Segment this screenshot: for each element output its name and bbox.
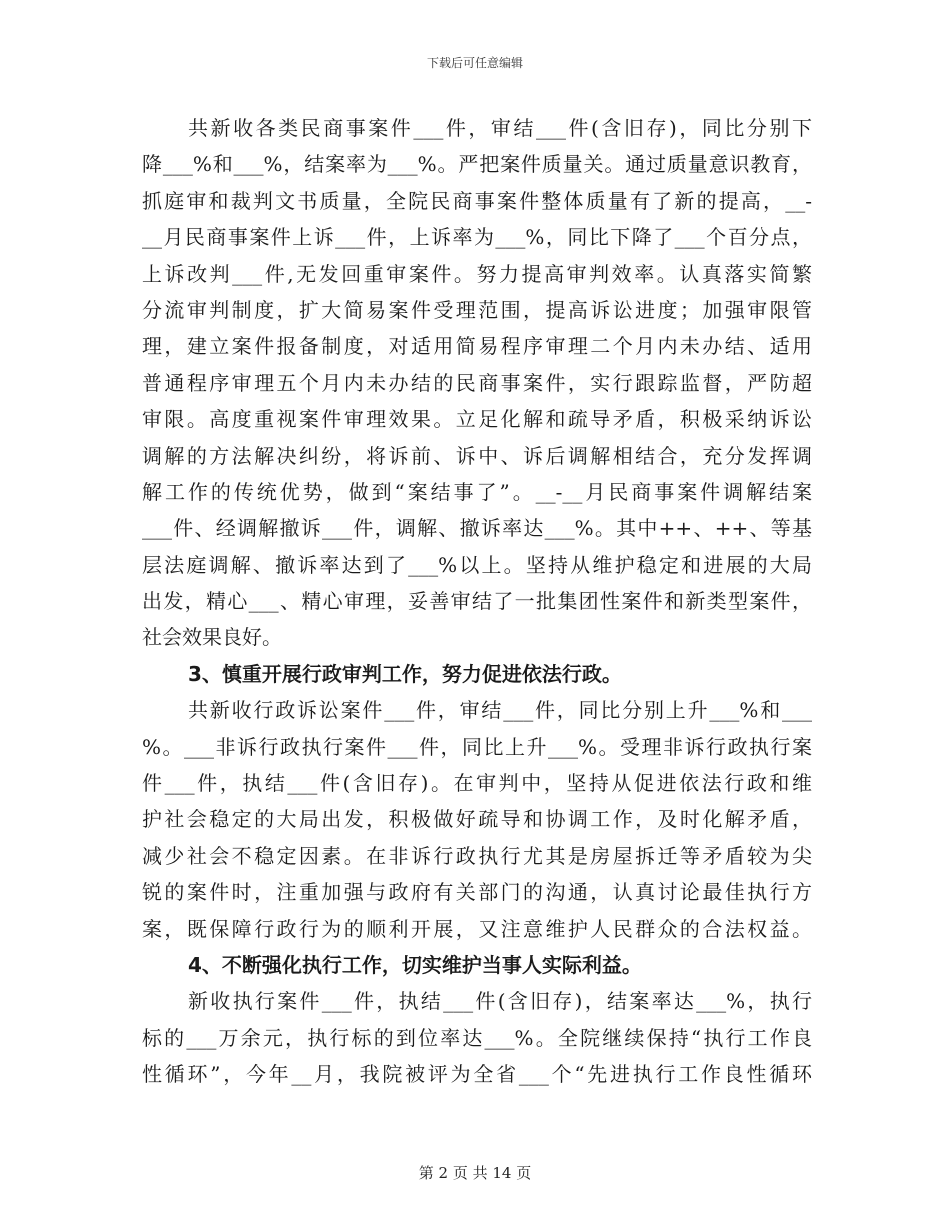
paragraph-line: 性循环”，今年__月，我院被评为全省___个“先进执行工作良性循环 — [142, 1062, 812, 1087]
paragraph-line: 出发，精心___、精心审理，妥善审结了一批集团性案件和新类型案件， — [142, 589, 812, 614]
section-heading: 3、慎重开展行政审判工作，努力促进依法行政。 — [188, 661, 622, 686]
page-header: 下载后可任意编辑 — [426, 56, 523, 70]
paragraph-line: 调解的方法解决纠纷，将诉前、诉中、诉后调解相结合，充分发挥调 — [142, 443, 812, 468]
paragraph-line: 护社会稳定的大局出发，积极做好疏导和协调工作，及时化解矛盾， — [142, 807, 812, 832]
paragraph-line: 层法庭调解、撤诉率达到了___%以上。坚持从维护稳定和进展的大局 — [142, 552, 812, 577]
paragraph-line: 社会效果良好。 — [142, 625, 282, 650]
paragraph-line: ___件、经调解撤诉___件，调解、撤诉率达___%。其中++、++、等基 — [142, 516, 812, 541]
paragraph-line: 分流审判制度，扩大简易案件受理范围，提高诉讼进度；加强审限管 — [142, 297, 812, 322]
paragraph-line: 上诉改判___件,无发回重审案件。努力提高审判效率。认真落实简繁 — [142, 261, 812, 286]
paragraph-line: 降___%和___%，结案率为___%。严把案件质量关。通过质量意识教育， — [142, 152, 812, 177]
paragraph-line: 件___件，执结___件(含旧存)。在审判中，坚持从促进依法行政和维 — [142, 771, 812, 796]
paragraph-line: 普通程序审理五个月内未办结的民商事案件，实行跟踪监督，严防超 — [142, 370, 812, 395]
paragraph-line: 标的___万余元，执行标的到位率达___%。全院继续保持“执行工作良 — [142, 1025, 812, 1050]
paragraph-line: 新收执行案件___件，执结___件(含旧存)，结案率达___%，执行 — [188, 989, 812, 1014]
paragraph-line: 审限。高度重视案件审理效果。立足化解和疏导矛盾，积极采纳诉讼 — [142, 407, 812, 432]
paragraph-line: 理，建立案件报备制度，对适用简易程序审理二个月内未办结、适用 — [142, 334, 812, 359]
paragraph-line: 解工作的传统优势，做到“案结事了”。__-__月民商事案件调解结案 — [142, 479, 812, 504]
paragraph-line: 共新收行政诉讼案件___件，审结___件，同比分别上升___%和___ — [188, 698, 812, 723]
page-footer: 第 2 页 共 14 页 — [418, 1164, 532, 1182]
paragraph-line: 减少社会不稳定因素。在非诉行政执行尤其是房屋拆迁等矛盾较为尖 — [142, 843, 812, 868]
paragraph-line: 锐的案件时，注重加强与政府有关部门的沟通，认真讨论最佳执行方 — [142, 880, 812, 905]
paragraph-line: 共新收各类民商事案件___件，审结___件(含旧存)，同比分别下 — [188, 116, 812, 140]
section-heading: 4、不断强化执行工作，切实维护当事人实际利益。 — [188, 952, 642, 977]
paragraph-line: %。___非诉行政执行案件___件，同比上升___%。受理非诉行政执行案 — [142, 734, 812, 759]
paragraph-line: 案，既保障行政行为的顺利开展，又注意维护人民群众的合法权益。 — [142, 916, 812, 941]
paragraph-line: __月民商事案件上诉___件，上诉率为___%，同比下降了___个百分点， — [142, 225, 812, 250]
paragraph-line: 抓庭审和裁判文书质量，全院民商事案件整体质量有了新的提高，__- — [142, 188, 812, 213]
document-body — [142, 110, 812, 1093]
